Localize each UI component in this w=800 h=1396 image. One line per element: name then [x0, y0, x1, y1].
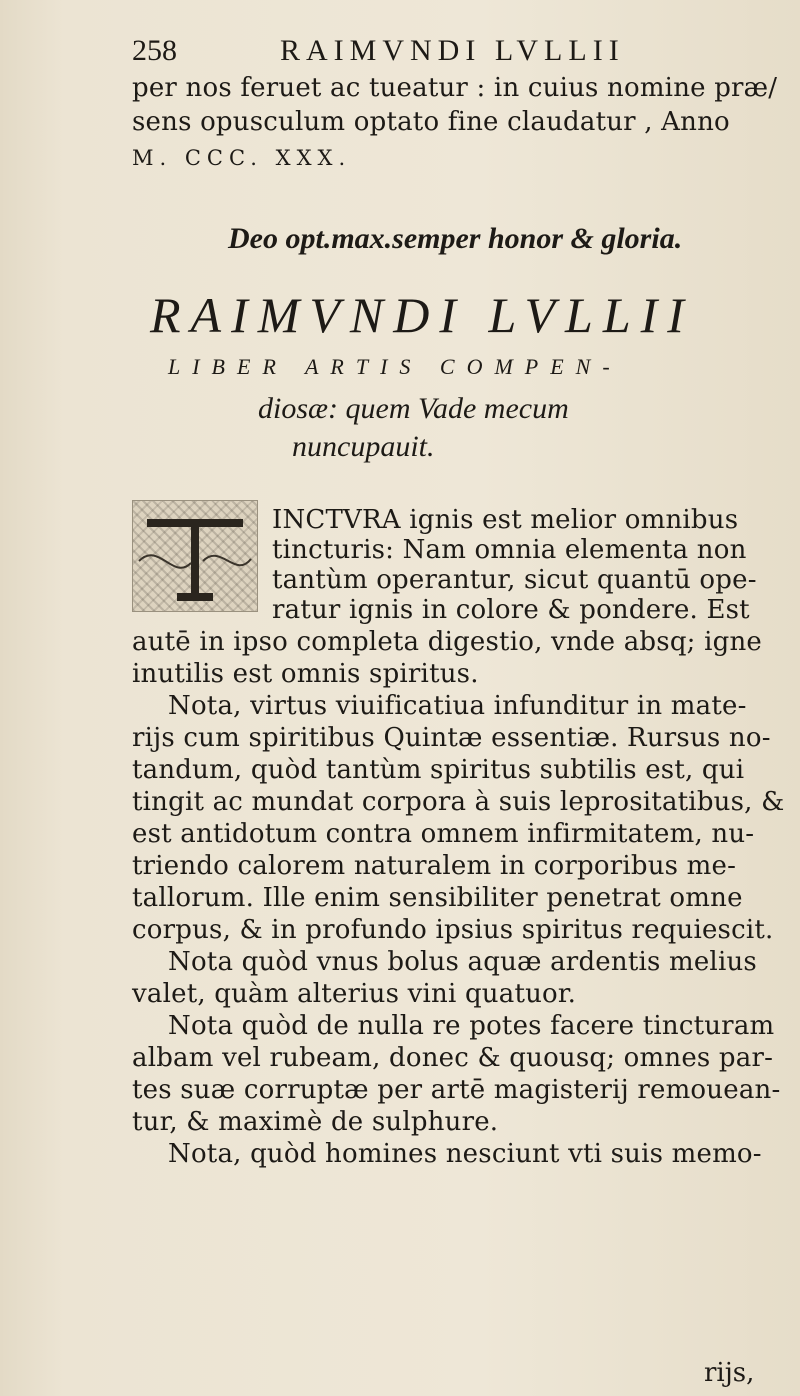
title-line-3: nuncupauit.: [292, 430, 435, 463]
body-line: autē in ipso completa digestio, vnde absq; igne: [132, 627, 762, 657]
motto: Deo opt.max.semper honor & gloria.: [228, 222, 683, 255]
catchword: rijs,: [704, 1358, 755, 1388]
body-line: tandum, quòd tantùm spiritus subtilis est, qui: [132, 755, 745, 785]
page-number: 258: [132, 34, 177, 67]
body-line: tingit ac mundat corpora à suis leprositatibus, &: [132, 787, 785, 817]
running-title: RAIMVNDI LVLLII: [280, 34, 625, 67]
body-line: tincturis: Nam omnia elementa non: [272, 535, 747, 565]
body-line: tallorum. Ille enim sensibiliter penetrat omne: [132, 883, 743, 913]
decorated-initial-t: [132, 500, 258, 612]
preceding-text-line: M. CCC. XXX.: [132, 146, 352, 170]
body-line: Nota, virtus viuificatiua infunditur in mate-: [168, 691, 747, 721]
body-line: albam vel rubeam, donec & quousq; omnes par-: [132, 1043, 774, 1073]
body-line: rijs cum spiritibus Quintæ essentiæ. Rursus no-: [132, 723, 771, 753]
preceding-text-line: per nos feruet ac tueatur : in cuius nomine præ/: [132, 73, 778, 103]
preceding-text-line: sens opusculum optato fine claudatur , Anno: [132, 107, 730, 137]
body-line: valet, quàm alterius vini quatuor.: [132, 979, 577, 1009]
body-line: Nota quòd vnus bolus aquæ ardentis melius: [168, 947, 757, 977]
body-line: corpus, & in profundo ipsius spiritus requiescit.: [132, 915, 774, 945]
title-author: RAIMVNDI LVLLII: [150, 287, 694, 343]
body-line: INCTVRA ignis est melior omnibus: [272, 505, 739, 535]
title-line-1: LIBER ARTIS COMPEN-: [168, 354, 622, 379]
body-line: Nota quòd de nulla re potes facere tincturam: [168, 1011, 775, 1041]
body-line: triendo calorem naturalem in corporibus me-: [132, 851, 737, 881]
body-line: ratur ignis in colore & pondere. Est: [272, 595, 750, 625]
body-line: tur, & maximè de sulphure.: [132, 1107, 499, 1137]
body-line: tantùm operantur, sicut quantū ope-: [272, 565, 757, 595]
body-line: Nota, quòd homines nesciunt vti suis memo-: [168, 1139, 762, 1169]
title-line-2: diosæ: quem Vade mecum: [258, 392, 569, 425]
body-line: tes suæ corruptæ per artē magisterij remouean-: [132, 1075, 781, 1105]
body-line: est antidotum contra omnem infirmitatem, nu-: [132, 819, 755, 849]
body-line: inutilis est omnis spiritus.: [132, 659, 479, 689]
